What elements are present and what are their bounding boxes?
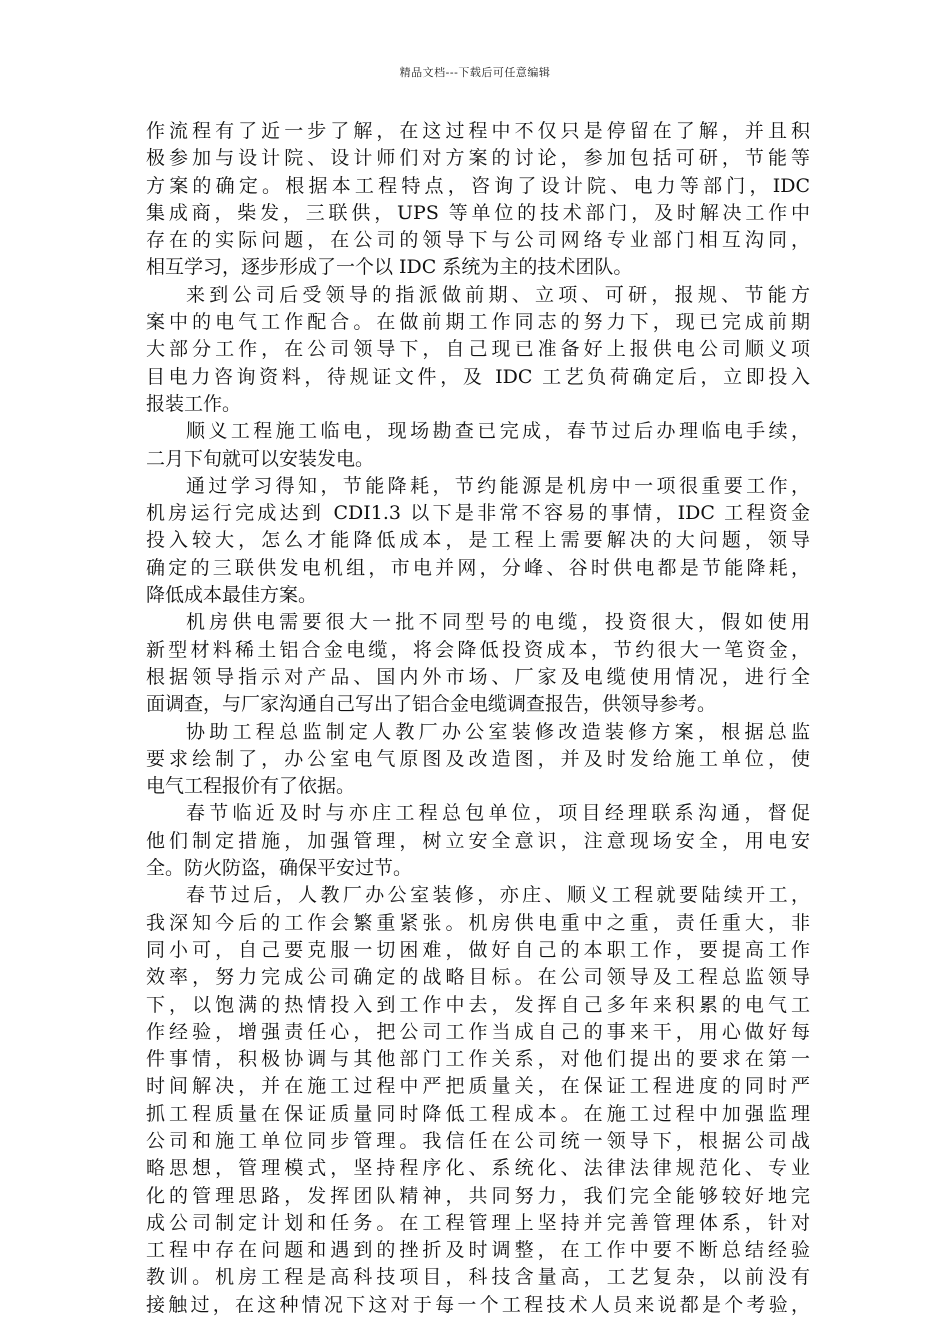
text-line: 件事情，积极协调与其他部门工作关系，对他们提出的要求在第一	[146, 1048, 810, 1071]
text-line: 顺义工程施工临电，现场勘查已完成，春节过后办理临电手续，	[186, 420, 810, 443]
text-line: 工程中存在问题和遇到的挫折及时调整，在工作中要不断总结经验	[146, 1239, 810, 1262]
text-line: 极参加与设计院、设计师们对方案的讨论，参加包括可研，节能等	[146, 147, 810, 170]
text-line: 春节临近及时与亦庄工程总包单位，项目经理联系沟通，督促	[186, 802, 810, 825]
text-line: 相互学习，逐步形成了一个以 IDC 系统为主的技术团队。	[146, 256, 633, 279]
text-line: 略思想，管理模式，坚持程序化、系统化、法律法律规范化、专业	[146, 1157, 810, 1180]
text-line: 方案的确定。根据本工程特点，咨询了设计院、电力等部门，IDC	[146, 174, 810, 197]
text-line: 集成商，柴发，三联供，UPS 等单位的技术部门，及时解决工作中	[146, 201, 810, 224]
text-line: 化的管理思路，发挥团队精神，共同努力，我们完全能够较好地完	[146, 1184, 810, 1207]
text-line: 投入较大，怎么才能降低成本，是工程上需要解决的大问题，领导	[146, 529, 810, 552]
text-line: 新型材料稀土铝合金电缆，将会降低投资成本，节约很大一笔资金，	[146, 638, 810, 661]
text-line: 面调查，与厂家沟通自己写出了铝合金电缆调查报告，供领导参考。	[146, 693, 717, 716]
text-line: 确定的三联供发电机组，市电并网，分峰、谷时供电都是节能降耗，	[146, 556, 810, 579]
page-header: 精品文档---下载后可任意编辑	[399, 66, 551, 79]
text-line: 大部分工作，在公司领导下，自己现已准备好上报供电公司顺义项	[146, 338, 810, 361]
text-line: 机房供电需要很大一批不同型号的电缆，投资很大，假如使用	[186, 611, 810, 634]
text-line: 二月下旬就可以安装发电。	[146, 447, 375, 470]
text-line: 接触过，在这种情况下这对于每一个工程技术人员来说都是个考验，	[146, 1293, 810, 1316]
text-line: 他们制定措施，加强管理，树立安全意识，注意现场安全，用电安	[146, 829, 810, 852]
text-line: 作流程有了近一步了解，在这过程中不仅只是停留在了解，并且积	[146, 120, 810, 142]
text-line: 报装工作。	[146, 392, 242, 415]
text-line: 效率，努力完成公司确定的战略目标。在公司领导及工程总监领导	[146, 966, 810, 989]
text-line: 抓工程质量在保证质量同时降低工程成本。在施工过程中加强监理	[146, 1102, 810, 1125]
text-line: 教训。机房工程是高科技项目，科技含量高，工艺复杂，以前没有	[146, 1266, 810, 1289]
text-line: 存在的实际问题，在公司的领导下与公司网络专业部门相互沟同，	[146, 229, 810, 252]
text-line: 要求绘制了，办公室电气原图及改造图，并及时发给施工单位，使	[146, 747, 810, 770]
text-line: 电气工程报价有了依据。	[146, 775, 356, 798]
text-line: 成公司制定计划和任务。在工程管理上坚持并完善管理体系，针对	[146, 1211, 810, 1234]
text-line: 全。防火防盗，确保平安过节。	[146, 857, 413, 880]
text-line: 来到公司后受领导的指派做前期、立项、可研，报规、节能方	[186, 283, 810, 306]
text-line: 公司和施工单位同步管理。我信任在公司统一领导下，根据公司战	[146, 1129, 810, 1152]
text-line: 机房运行完成达到 CDI1.3 以下是非常不容易的事情，IDC 工程资金	[146, 502, 810, 525]
text-line: 下，以饱满的热情投入到工作中去，发挥自己多年来积累的电气工	[146, 993, 810, 1016]
text-line: 降低成本最佳方案。	[146, 584, 318, 607]
text-line: 目电力咨询资料，待规证文件，及 IDC 工艺负荷确定后，立即投入	[146, 365, 810, 388]
text-line: 同小可，自己要克服一切困难，做好自己的本职工作，要提高工作	[146, 938, 810, 961]
text-line: 作经验，增强责任心，把公司工作当成自己的事来干，用心做好每	[146, 1020, 810, 1043]
text-line: 根据领导指示对产品、国内外市场、厂家及电缆使用情况，进行全	[146, 665, 810, 688]
text-line: 春节过后，人教厂办公室装修，亦庄、顺义工程就要陆续开工，	[186, 884, 810, 907]
document-body	[146, 118, 810, 1319]
text-line: 案中的电气工作配合。在做前期工作同志的努力下，现已完成前期	[146, 311, 810, 334]
text-line: 通过学习得知，节能降耗，节约能源是机房中一项很重要工作，	[186, 474, 810, 497]
text-line: 我深知今后的工作会繁重紧张。机房供电重中之重，责任重大，非	[146, 911, 810, 934]
text-line: 时间解决，并在施工过程中严把质量关，在保证工程进度的同时严	[146, 1075, 810, 1098]
text-line: 协助工程总监制定人教厂办公室装修改造装修方案，根据总监	[186, 720, 810, 743]
